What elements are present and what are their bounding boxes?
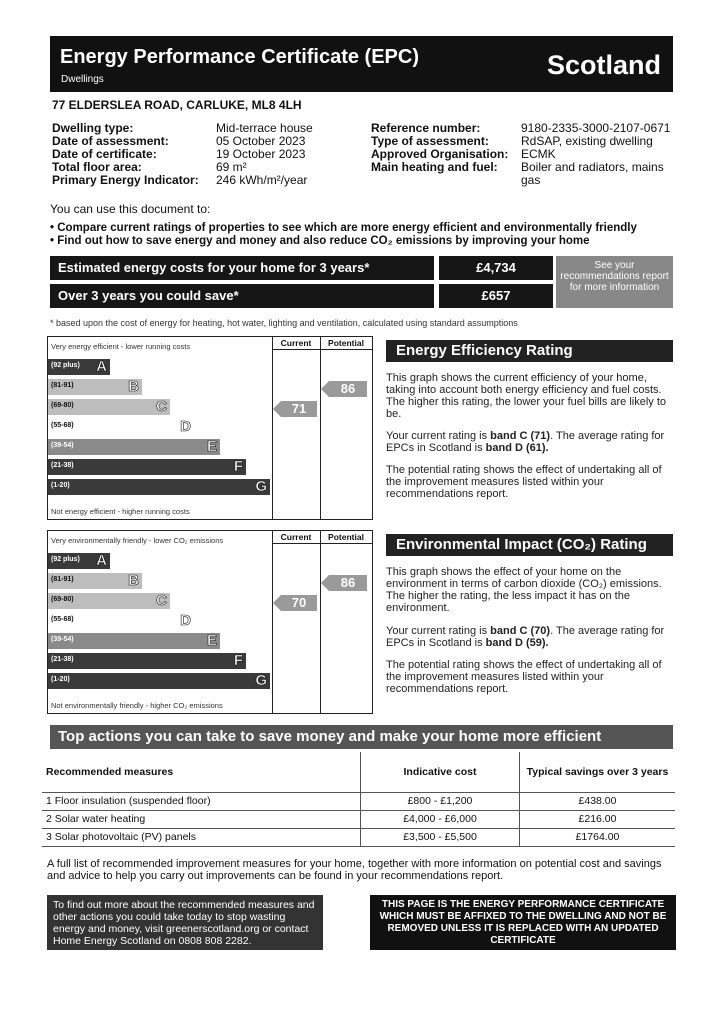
recommended-measures-table — [42, 752, 675, 847]
band-letter: D — [180, 612, 191, 629]
property-address: 77 ELDERSLEA ROAD, CARLUKE, ML8 4LH — [52, 98, 302, 112]
measure-cell: 3 Solar photovoltaic (PV) panels — [42, 828, 361, 846]
band-letter: E — [206, 438, 217, 455]
rating-band-g — [48, 673, 270, 689]
saving-cell: £1764.00 — [575, 831, 620, 843]
chart-bottom-label: Not environmentally friendly - higher CO₂ emissions — [51, 701, 223, 710]
cost-cell: £4,000 - £6,000 — [361, 810, 520, 828]
saving-cell: £438.00 — [578, 795, 617, 807]
band-range: (39-54) — [51, 442, 74, 449]
table-header-row — [42, 752, 675, 792]
rating-band-b — [48, 379, 142, 395]
measure-cell: 1 Floor insulation (suspended floor) — [42, 792, 361, 810]
certificate-title: Energy Performance Certificate (EPC) — [60, 46, 420, 68]
potential-column-header: Potential — [328, 338, 364, 348]
eir-paragraph-1: This graph shows the effect of your home on the environment in terms of carbon dioxide (CO₂) emissions. The higher the rating, the less impact it has on the environment. — [386, 566, 662, 614]
band-range: (81-91) — [51, 576, 74, 583]
band-range: (1-20) — [51, 676, 70, 683]
eir-average-band: band D (59). — [485, 637, 549, 649]
band-letter: F — [233, 458, 243, 475]
band-letter: A — [96, 358, 107, 375]
band-letter: F — [233, 652, 243, 669]
band-letter: C — [156, 592, 167, 609]
band-range: (55-68) — [51, 422, 74, 429]
band-letter: C — [156, 398, 167, 415]
detail-value: ECMK — [521, 147, 556, 161]
full-list-note: A full list of recommended improvement measures for your home, together with more information on potential cost and savings and advice to help you carry out improvements can be found in your recommendations report. — [47, 858, 662, 882]
eer-p2-text: Your current rating is — [386, 430, 491, 442]
detail-label: Date of certificate: — [52, 147, 157, 161]
region-label: Scotland — [546, 50, 661, 80]
eir-p2-text: Your current rating is — [386, 625, 491, 637]
detail-value: 9180-2335-3000-2107-0671 — [521, 121, 671, 135]
chart-bottom-label: Not energy efficient - higher running costs — [51, 507, 190, 516]
detail-label: Date of assessment: — [52, 134, 169, 148]
band-range: (39-54) — [51, 636, 74, 643]
potential-rating-arrow: 86 — [329, 575, 367, 591]
rating-band-c — [48, 399, 170, 415]
rating-band-d — [48, 613, 194, 629]
detail-value: 19 October 2023 — [216, 147, 306, 161]
chart-top-label: Very energy efficient - lower running costs — [51, 342, 191, 351]
intro-text: You can use this document to: — [50, 202, 211, 216]
column-header: Typical savings over 3 years — [526, 765, 669, 778]
eer-p2-text: . The average rating for EPCs in Scotland is — [386, 430, 665, 454]
rating-band-b — [48, 573, 142, 589]
rating-band-e — [48, 633, 220, 649]
band-letter: D — [180, 418, 191, 435]
eir-paragraph-2 — [386, 625, 673, 649]
band-letter: B — [128, 378, 139, 395]
band-letter: G — [255, 672, 267, 689]
detail-value: 69 m² — [216, 160, 247, 174]
detail-value: Mid-terrace house — [216, 121, 313, 135]
column-header: Indicative cost — [361, 752, 520, 792]
current-rating-arrow: 70 — [281, 595, 317, 611]
current-rating-arrow: 71 — [281, 401, 317, 417]
rating-band-e — [48, 439, 220, 455]
certificate-header — [50, 36, 673, 92]
header-divider — [272, 543, 372, 544]
band-letter: G — [255, 478, 267, 495]
detail-label: Primary Energy Indicator: — [52, 173, 199, 187]
rating-band-g — [48, 479, 270, 495]
detail-label: Dwelling type: — [52, 121, 134, 135]
column-divider — [272, 531, 273, 713]
saving-label: Over 3 years you could save* — [50, 284, 434, 308]
eer-paragraph-3: The potential rating shows the effect of undertaking all of the improvement measures listed within your recommendations report. — [386, 464, 662, 500]
saving-value: £657 — [439, 284, 553, 308]
environmental-impact-title: Environmental Impact (CO₂) Rating — [386, 534, 673, 556]
detail-value: 05 October 2023 — [216, 134, 306, 148]
band-range: (69-80) — [51, 402, 74, 409]
detail-value: Boiler and radiators, mains gas — [521, 160, 664, 187]
detail-label: Approved Organisation: — [371, 147, 509, 161]
eir-paragraph-3: The potential rating shows the effect of undertaking all of the improvement measures listed within your recommendations report. — [386, 659, 662, 695]
detail-label: Type of assessment: — [371, 134, 489, 148]
potential-column-header: Potential — [328, 532, 364, 542]
current-column-header: Current — [280, 532, 312, 542]
detail-label: Total floor area: — [52, 160, 142, 174]
band-range: (92 plus) — [51, 362, 80, 369]
bullet-item: • Compare current ratings of properties to see which are more energy efficient and environmentally friendly — [50, 222, 637, 234]
table-row — [42, 828, 675, 846]
column-header: Recommended measures — [42, 752, 361, 792]
bullet-text: Find out how to save energy and money and also reduce CO₂ emissions by improving your home — [57, 235, 590, 247]
table-row — [42, 810, 675, 828]
band-letter: E — [206, 632, 217, 649]
energy-efficiency-chart — [47, 336, 373, 520]
see-recommendations-note: See your recommendations report for more information — [556, 256, 673, 308]
eer-average-band: band D (61). — [485, 442, 549, 454]
band-range: (92 plus) — [51, 556, 80, 563]
cost-cell: £3,500 - £5,500 — [361, 828, 520, 846]
environmental-impact-chart — [47, 530, 373, 714]
column-divider — [272, 337, 273, 519]
top-actions-title: Top actions you can take to save money and make your home more efficient — [50, 725, 673, 749]
band-range: (55-68) — [51, 616, 74, 623]
eir-p2-text: . The average rating for EPCs in Scotland is — [386, 625, 665, 649]
table-row — [42, 792, 675, 810]
potential-rating-arrow: 86 — [329, 381, 367, 397]
detail-value: 246 kWh/m²/year — [216, 173, 308, 187]
column-divider — [320, 531, 321, 713]
bullet-text: Compare current ratings of properties to see which are more energy efficient and environmentally friendly — [57, 222, 637, 234]
detail-label: Reference number: — [371, 121, 481, 135]
bullet-item: • Find out how to save energy and money and also reduce CO₂ emissions by improving your home — [50, 235, 590, 247]
column-divider — [320, 337, 321, 519]
header-divider — [272, 349, 372, 350]
band-range: (1-20) — [51, 482, 70, 489]
certificate-notice-box: THIS PAGE IS THE ENERGY PERFORMANCE CERTIFICATE WHICH MUST BE AFFIXED TO THE DWELLING AND NOT BE REMOVED UNLESS IT IS REPLACED WITH AN UPDATED CERTIFICATE — [370, 895, 676, 950]
eer-paragraph-2 — [386, 430, 673, 454]
rating-band-c — [48, 593, 170, 609]
detail-label: Main heating and fuel: — [371, 160, 498, 174]
detail-value: RdSAP, existing dwelling — [521, 134, 653, 148]
eir-current-band: band C (70) — [490, 625, 551, 637]
rating-band-f — [48, 459, 246, 475]
eer-paragraph-1: This graph shows the current efficiency of your home, taking into account both energy efficiency and fuel costs. The higher this rating, the lower your fuel bills are likely to be. — [386, 372, 667, 420]
band-range: (81-91) — [51, 382, 74, 389]
rating-band-f — [48, 653, 246, 669]
cost-cell: £800 - £1,200 — [361, 792, 520, 810]
saving-cell: £216.00 — [578, 813, 617, 825]
band-letter: B — [128, 572, 139, 589]
rating-band-d — [48, 419, 194, 435]
contact-info-box: To find out more about the recommended measures and other actions you could take today to stop wasting energy and money, visit greenerscotland.org or contact Home Energy Scotland on 0808 808 2282. — [47, 895, 323, 950]
eer-current-band: band C (71) — [490, 430, 551, 442]
band-range: (21-38) — [51, 656, 74, 663]
band-letter: A — [96, 552, 107, 569]
rating-band-a — [48, 553, 110, 569]
band-range: (69-80) — [51, 596, 74, 603]
certificate-subtitle: Dwellings — [61, 74, 104, 85]
energy-efficiency-title: Energy Efficiency Rating — [386, 340, 673, 362]
cost-value: £4,734 — [439, 256, 553, 280]
current-column-header: Current — [280, 338, 312, 348]
band-range: (21-38) — [51, 462, 74, 469]
rating-band-a — [48, 359, 110, 375]
measure-cell: 2 Solar water heating — [42, 810, 361, 828]
cost-footnote: * based upon the cost of energy for heating, hot water, lighting and ventilation, calculated using standard assumptions — [50, 318, 518, 328]
chart-top-label: Very environmentally friendly - lower CO₂ emissions — [51, 536, 224, 545]
cost-label: Estimated energy costs for your home for 3 years* — [50, 256, 434, 280]
